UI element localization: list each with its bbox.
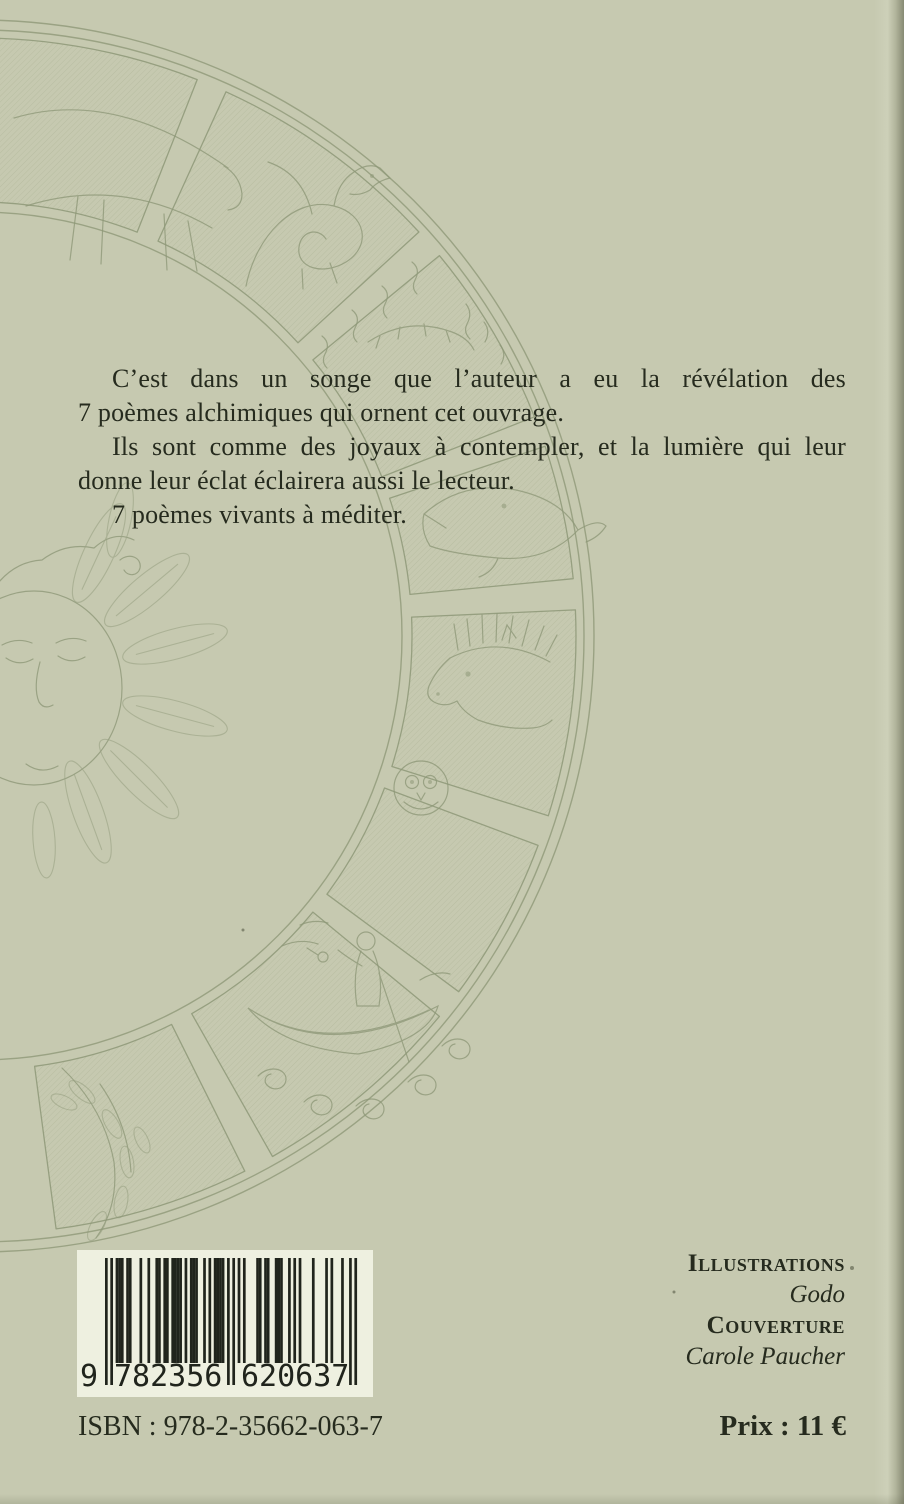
back-cover-blurb [78, 362, 846, 532]
blurb-line: 7 poèmes alchimiques qui ornent cet ouvrage. [78, 398, 565, 427]
footer-row [78, 1410, 846, 1443]
wheel-panels [0, 38, 576, 1229]
illustrations-label: Illustrations [687, 1250, 845, 1277]
blurb-line: donne leur éclat éclairera aussi le lecteur. [78, 466, 515, 495]
barcode-digits-left: 782356 [114, 1359, 223, 1394]
couverture-label: Couverture [706, 1312, 845, 1339]
barcode-digit-prefix: 9 [80, 1359, 99, 1394]
blurb-line: Ils sont comme des joyaux à contempler, et la lumière qui leur [112, 432, 846, 461]
barcode-digits-right: 620637 [241, 1359, 350, 1394]
credits-block [686, 1248, 845, 1372]
ean13-barcode [77, 1250, 373, 1397]
blurb-line: C’est dans un songe que l’auteur a eu la révélation des [112, 364, 846, 393]
isbn-text: ISBN : 978-2-35662-063-7 [78, 1411, 383, 1442]
cover-designer-name: Carole Paucher [685, 1343, 845, 1370]
blurb-line: 7 poèmes vivants à méditer. [112, 500, 407, 529]
price-text: Prix : 11 € [719, 1410, 846, 1442]
illustrator-name: Godo [789, 1281, 845, 1308]
sun-face-illustration [0, 481, 231, 879]
